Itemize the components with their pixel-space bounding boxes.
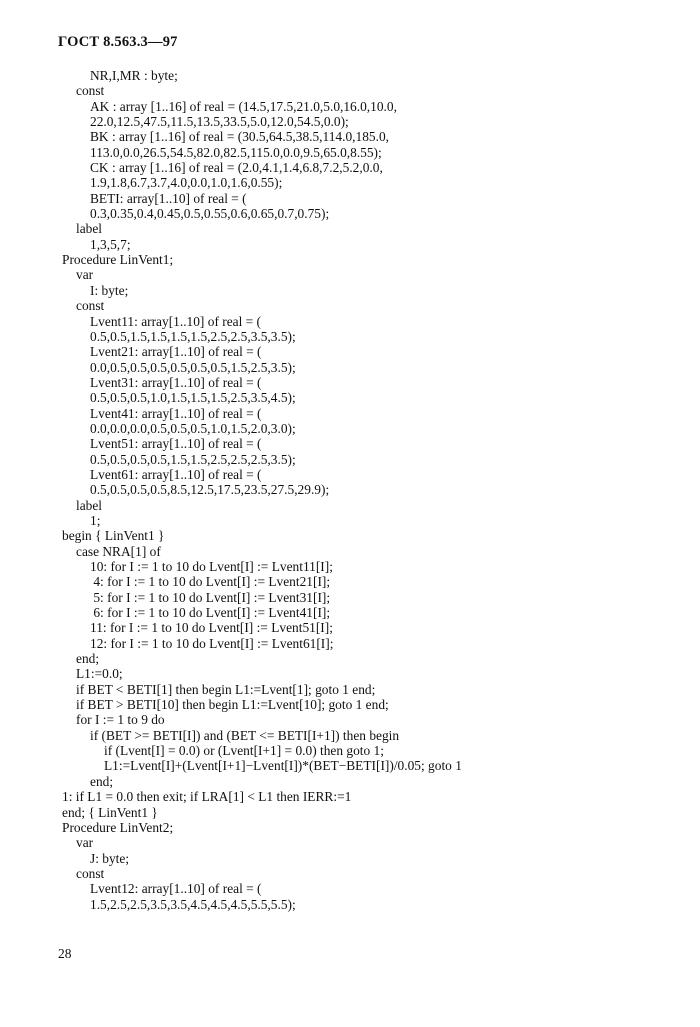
code-line: end; (76, 651, 100, 667)
code-line: 1; (90, 512, 101, 528)
code-line: 0.5,0.5,1.5,1.5,1.5,1.5,2.5,2.5,3.5,3.5); (90, 328, 296, 344)
code-line: if (Lvent[I] = 0.0) or (Lvent[I+1] = 0.0) then goto 1; (104, 743, 384, 759)
code-line: Lvent51: array[1..10] of real = ( (90, 436, 262, 452)
code-line: 1: if L1 = 0.0 then exit; if LRA[1] < L1 then IERR:=1 (62, 789, 352, 805)
code-line: 1,3,5,7; (90, 236, 131, 252)
code-line: 10: for I := 1 to 10 do Lvent[I] := Lvent11[I]; (90, 559, 333, 574)
code-line: 1.9,1.8,6.7,3.7,4.0,0.0,1.0,1.6,0.55); (90, 175, 283, 191)
code-line: 113.0,0.0,26.5,54.5,82.0,82.5,115.0,0.0,9.5,65.0,8.55); (90, 144, 382, 160)
code-line: Lvent61: array[1..10] of real = ( (90, 466, 262, 482)
code-line: J: byte; (90, 850, 130, 866)
code-line: Lvent21: array[1..10] of real = ( (90, 344, 262, 360)
code-line: if BET > BETI[10] then begin L1:=Lvent[10]; goto 1 end; (76, 697, 389, 713)
code-line: Lvent31: array[1..10] of real = ( (90, 374, 262, 390)
code-line: 6: for I := 1 to 10 do Lvent[I] := Lvent41[I]; (90, 605, 331, 621)
code-line: I: byte; (90, 282, 129, 298)
code-line: Procedure LinVent2; (62, 819, 174, 835)
code-line: begin { LinVent1 } (62, 528, 165, 544)
code-line: const (76, 83, 105, 99)
code-line: Lvent12: array[1..10] of real = ( (90, 881, 262, 897)
code-line: L1:=Lvent[I]+(Lvent[I+1]−Lvent[I])*(BET−BETI[I])/0.05; goto 1 (104, 758, 462, 774)
code-line: case NRA[1] of (76, 543, 161, 559)
code-line: if BET < BETI[1] then begin L1:=Lvent[1]; goto 1 end; (76, 681, 376, 697)
code-line: L1:=0.0; (76, 666, 123, 682)
code-line: 12: for I := 1 to 10 do Lvent[I] := Lvent61[I]; (90, 635, 334, 651)
code-line: BK : array [1..16] of real = (30.5,64.5,38.5,114.0,185.0, (90, 129, 389, 145)
code-line: end; (90, 773, 114, 789)
code-line: 22.0,12.5,47.5,11.5,13.5,33.5,5.0,12.0,54.5,0.0); (90, 114, 349, 130)
code-line: var (76, 267, 94, 283)
code-line: var (76, 835, 94, 851)
code-line: 0.3,0.35,0.4,0.45,0.5,0.55,0.6,0.65,0.7,0.75); (90, 206, 330, 222)
code-line: Lvent41: array[1..10] of real = ( (90, 405, 262, 421)
document-header: ГОСТ 8.563.3—97 (58, 34, 178, 50)
code-line: 4: for I := 1 to 10 do Lvent[I] := Lvent21[I]; (90, 574, 331, 590)
code-line: 0.5,0.5,0.5,1.0,1.5,1.5,1.5,2.5,3.5,4.5); (90, 390, 296, 406)
code-line: 0.5,0.5,0.5,0.5,1.5,1.5,2.5,2.5,2.5,3.5); (90, 451, 296, 467)
code-listing (0, 68, 700, 912)
code-line: CK : array [1..16] of real = (2.0,4.1,1.4,6.8,7.2,5.2,0.0, (90, 160, 383, 176)
code-line: 11: for I := 1 to 10 do Lvent[I] := Lvent51[I]; (90, 620, 333, 636)
code-line: 5: for I := 1 to 10 do Lvent[I] := Lvent31[I]; (90, 589, 331, 605)
code-line: BETI: array[1..10] of real = ( (90, 190, 247, 206)
code-line: for I := 1 to 9 do (76, 712, 165, 728)
code-line: NR,I,MR : byte; (90, 68, 178, 83)
code-line: 0.0,0.5,0.5,0.5,0.5,0.5,0.5,1.5,2.5,3.5); (90, 359, 296, 375)
code-line: Lvent11: array[1..10] of real = ( (90, 313, 262, 329)
code-line: 1.5,2.5,2.5,3.5,3.5,4.5,4.5,4.5,5.5,5.5); (90, 896, 296, 912)
page-number: 28 (58, 946, 72, 961)
code-line: label (76, 497, 103, 513)
code-line: 0.0,0.0,0.0,0.5,0.5,0.5,1.0,1.5,2.0,3.0); (90, 420, 296, 436)
code-line: Procedure LinVent1; (62, 252, 174, 268)
code-line: AK : array [1..16] of real = (14.5,17.5,21.0,5.0,16.0,10.0, (90, 98, 397, 114)
code-line: const (76, 298, 105, 314)
code-line: const (76, 865, 105, 881)
code-line: 0.5,0.5,0.5,0.5,8.5,12.5,17.5,23.5,27.5,29.9); (90, 482, 330, 498)
code-line: if (BET >= BETI[I]) and (BET <= BETI[I+1]) then begin (90, 727, 400, 743)
code-line: label (76, 221, 103, 237)
code-line: end; { LinVent1 } (62, 804, 158, 820)
